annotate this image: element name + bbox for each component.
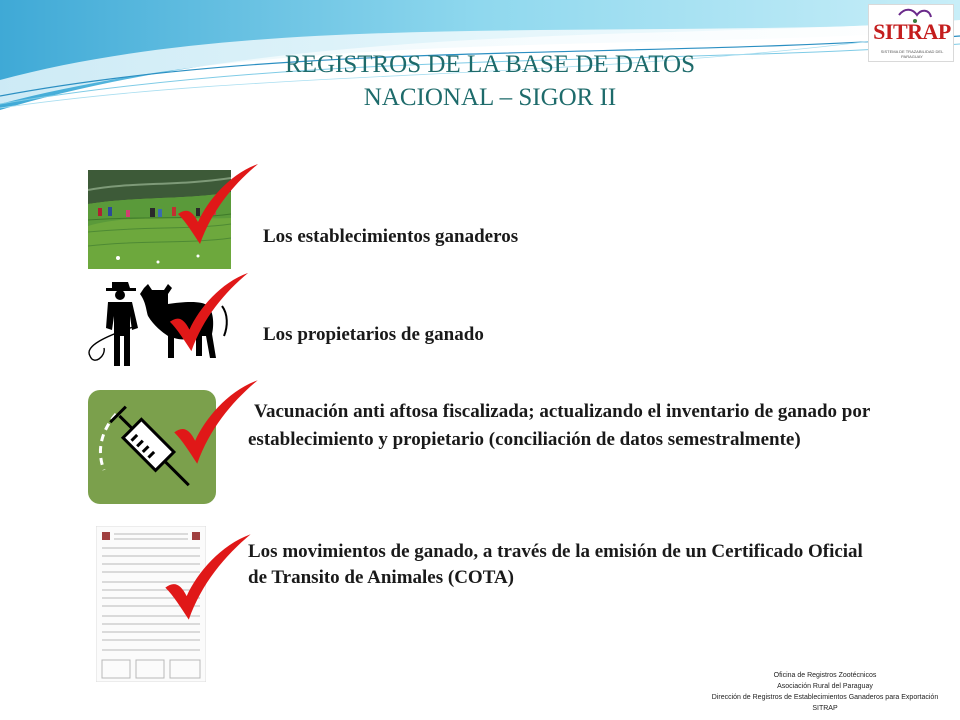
item-label: Los propietarios de ganado [263, 324, 484, 345]
item-label: Los establecimientos ganaderos [263, 226, 519, 247]
item-label: Los movimientos de ganado, a través de la emisión de un Certificado Oficial de Transito de Animales (COTA) [248, 541, 863, 588]
page-title [140, 48, 840, 114]
page-title-line1: REGISTROS DE LA BASE DE DATOS [285, 51, 695, 78]
page-title-line2: NACIONAL – SIGOR II [363, 84, 617, 111]
red-checkmark-icon [172, 160, 264, 250]
footer-line: Oficina de Registros Zootécnicos [773, 672, 877, 679]
logo-tagline: SISTEMA DE TRAZABILIDAD DEL PARAGUAY [880, 49, 944, 59]
sitrap-logo [868, 4, 954, 62]
logo-wordmark: SITRAP [873, 19, 951, 44]
red-checkmark-icon [158, 530, 258, 626]
footer-line: SITRAP [812, 705, 838, 712]
footer-line: Dirección de Registros de Establecimientos Ganaderos para Exportación [711, 694, 939, 701]
item-label: Vacunación anti aftosa fiscalizada; actualizando el inventario de ganado por establecimiento y propietario (conciliación de datos semestralmente) [248, 401, 870, 450]
footer-credits [690, 670, 960, 714]
red-checkmark-icon [164, 268, 254, 358]
footer-line: Asociación Rural del Paraguay [777, 683, 873, 690]
